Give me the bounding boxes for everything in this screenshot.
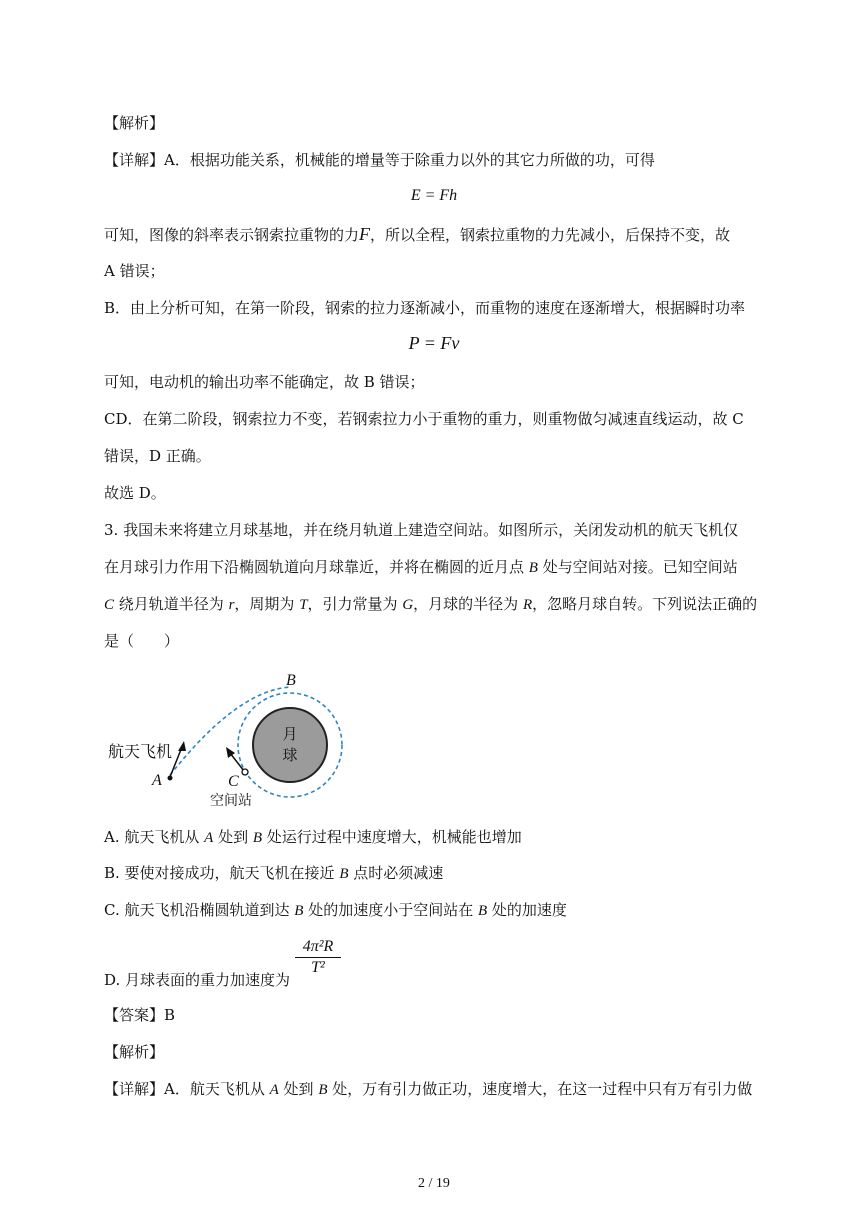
- var: T: [299, 597, 308, 613]
- question-line: 是（ ）: [104, 632, 180, 650]
- text: 处的加速度: [487, 901, 567, 919]
- text: 点时必须减速: [348, 864, 444, 882]
- text: 处到: [213, 828, 253, 846]
- detail-line: 故选 D。: [104, 484, 166, 502]
- text: 处到: [278, 1080, 319, 1098]
- text: 处，万有引力做正功，速度增大，在这一过程中只有万有引力做: [327, 1080, 753, 1098]
- option-c: [104, 900, 567, 921]
- detail-line: [104, 224, 730, 245]
- analysis-heading: 【解析】: [104, 114, 165, 132]
- label-shuttle: 航天飞机: [108, 742, 173, 761]
- var: B: [528, 560, 538, 576]
- station-velocity-arrow: [230, 753, 244, 771]
- detail-line: [104, 1079, 752, 1100]
- var: R: [522, 597, 533, 613]
- arrow-head-icon: [226, 747, 235, 758]
- label-station: 空间站: [210, 793, 252, 809]
- question-line: [104, 594, 757, 615]
- option-a: [104, 827, 522, 848]
- var: B: [339, 866, 349, 882]
- text: 【详解】A．航天飞机从: [104, 1080, 270, 1098]
- option-d: D. 月球表面的重力加速度为: [104, 971, 291, 989]
- fraction-denominator: T²: [311, 959, 325, 976]
- orbit-diagram: [100, 665, 360, 815]
- text: A. 航天飞机从: [104, 828, 205, 846]
- answer-line: 【答案】B: [104, 1006, 176, 1024]
- var: A: [204, 830, 214, 846]
- text: C. 航天飞机沿椭圆轨道到达: [104, 901, 295, 919]
- var: A: [269, 1082, 279, 1098]
- text: ，月球的半径为: [413, 595, 523, 613]
- equation-e-fh: E = Fh: [410, 187, 458, 204]
- detail-line: A 错误；: [104, 262, 165, 280]
- moon: [253, 708, 327, 782]
- var: C: [104, 597, 115, 613]
- text: 处的加速度小于空间站在: [303, 901, 478, 919]
- detail-line: 可知，电动机的输出功率不能确定，故 B 错误；: [104, 373, 425, 391]
- moon-label-1: 月: [282, 725, 298, 743]
- fraction-numerator: 4π²R: [295, 938, 341, 958]
- text: 处与空间站对接。已知空间站: [537, 558, 738, 576]
- text: 在月球引力作用下沿椭圆轨道向月球靠近，并将在椭圆的近月点: [104, 558, 529, 576]
- text: 可知，图像的斜率表示钢索拉重物的力: [104, 226, 360, 244]
- var: r: [228, 597, 235, 613]
- option-b: [104, 863, 443, 884]
- var: B: [318, 1082, 328, 1098]
- text: 绕月轨道半径为: [114, 595, 229, 613]
- var: B: [252, 830, 263, 846]
- analysis-heading: 【解析】: [104, 1043, 165, 1061]
- question-line: [104, 557, 738, 578]
- equation-p-fv: P = Fv: [408, 333, 460, 353]
- fraction-formula: [295, 938, 341, 977]
- var: B: [294, 903, 304, 919]
- label-a: A: [152, 772, 162, 789]
- detail-line: B．由上分析可知，在第一阶段，钢索的拉力逐渐减小，而重物的速度在逐渐增大，根据瞬时功率: [104, 299, 746, 317]
- label-c: C: [228, 773, 239, 790]
- text: ，引力常量为: [307, 595, 403, 613]
- text: ，所以全程，钢索拉重物的力先减小，后保持不变，故: [370, 226, 731, 244]
- moon-label-2: 球: [282, 746, 298, 764]
- detail-line: 错误，D 正确。: [104, 447, 211, 465]
- var-f: F: [359, 224, 371, 244]
- detail-line: 【详解】A．根据功能关系，机械能的增量等于除重力以外的其它力所做的功，可得: [104, 151, 655, 169]
- text: ，周期为: [234, 595, 300, 613]
- var: G: [402, 597, 414, 613]
- point-c: [242, 769, 248, 775]
- detail-line: CD．在第二阶段，钢索拉力不变，若钢索拉力小于重物的重力，则重物做匀减速直线运动，故 C: [104, 410, 744, 428]
- page-number: 2 / 19: [418, 1176, 450, 1191]
- text: ，忽略月球自转。下列说法正确的: [532, 595, 758, 613]
- arrow-head-icon: [178, 741, 186, 751]
- question-line: 3. 我国未来将建立月球基地，并在绕月轨道上建造空间站。如图所示，关闭发动机的航天飞机仅: [104, 521, 739, 539]
- text: B. 要使对接成功，航天飞机在接近: [104, 864, 340, 882]
- text: 处运行过程中速度增大，机械能也增加: [262, 828, 522, 846]
- var: B: [477, 903, 488, 919]
- label-b: B: [286, 672, 296, 689]
- point-a: [168, 776, 173, 781]
